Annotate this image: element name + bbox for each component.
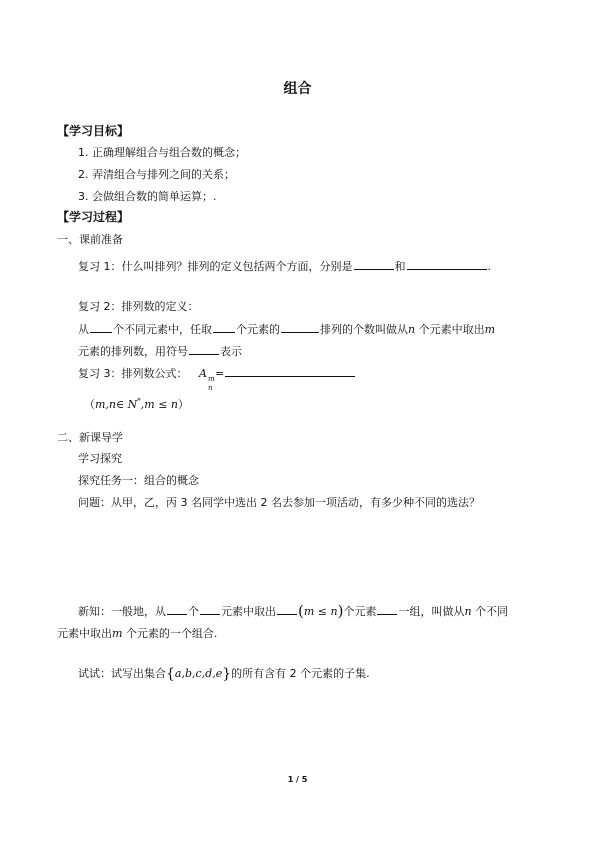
review2-text-c: 个元素的 bbox=[236, 323, 280, 336]
review3-A: A bbox=[199, 367, 207, 380]
review1-blank-1[interactable] bbox=[354, 258, 394, 270]
review2-text-e: 个元素中取出 bbox=[415, 323, 485, 336]
newknow-paren-open: ( bbox=[298, 602, 304, 620]
task1-heading: 探究任务一：组合的概念 bbox=[78, 474, 199, 487]
review3-sub-n: n bbox=[207, 384, 213, 392]
review3-eq: = bbox=[214, 367, 225, 380]
review2-blank-2[interactable] bbox=[213, 321, 235, 333]
tryit-brace-open: { bbox=[166, 666, 175, 682]
review2-text-a: 从 bbox=[78, 323, 89, 336]
newknow-line2 bbox=[57, 627, 217, 641]
question-text: 问题：从甲，乙，丙 3 名同学中选出 2 名去参加一项活动，有多少种不同的选法？ bbox=[78, 496, 480, 509]
review1-text-b: 和 bbox=[394, 260, 406, 273]
review2-blank-3[interactable] bbox=[281, 321, 319, 333]
review3-text: 复习 3：排列数公式： bbox=[78, 367, 188, 380]
page-number: 1 / 5 bbox=[287, 775, 308, 784]
review2-heading: 复习 2：排列数的定义： bbox=[78, 300, 199, 313]
tryit-line bbox=[78, 667, 370, 681]
condition-close: ） bbox=[178, 398, 190, 411]
review2-text-d: 排列的个数叫做从 bbox=[320, 323, 408, 336]
newknow-text-a: 新知：一般地，从 bbox=[78, 605, 166, 618]
condition-line bbox=[84, 398, 189, 413]
review3-blank[interactable] bbox=[225, 365, 355, 377]
review2-line2-text-b: 表示 bbox=[220, 345, 242, 358]
part2-heading: 二、新课导学 bbox=[57, 431, 123, 444]
review2-var-n: n bbox=[408, 323, 416, 336]
newknow-blank-2[interactable] bbox=[200, 603, 220, 615]
newknow-text-e: 一组，叫做从 bbox=[398, 605, 465, 618]
tryit-text-a: 试试：试写出集合 bbox=[78, 667, 166, 680]
condition-expr: m,n∈ N bbox=[95, 398, 138, 411]
review2-symbol-blank[interactable] bbox=[189, 343, 219, 355]
newknow-blank-4[interactable] bbox=[377, 603, 397, 615]
review3-sup-m: m bbox=[207, 375, 215, 383]
review2-var-m: m bbox=[484, 323, 496, 336]
newknow-var-m: m bbox=[112, 627, 123, 640]
goal-item-2: 2. 弄清组合与排列之间的关系； bbox=[78, 168, 235, 181]
review2-line1 bbox=[78, 321, 495, 337]
condition-open: （ bbox=[84, 398, 95, 411]
newknow-line1 bbox=[78, 603, 508, 619]
condition-star: * bbox=[137, 397, 141, 405]
newknow-blank-3[interactable] bbox=[277, 603, 297, 615]
goal-item-3: 3. 会做组合数的简单运算；. bbox=[78, 190, 217, 203]
newknow-line2-text-b: 个元素的一个组合. bbox=[122, 627, 218, 640]
newknow-text-f: 个不同 bbox=[471, 605, 509, 618]
page-title: 组合 bbox=[283, 81, 312, 97]
process-heading: 【学习过程】 bbox=[57, 210, 130, 224]
newknow-text-c: 元素中取出 bbox=[221, 605, 276, 618]
newknow-paren-close: ) bbox=[337, 602, 344, 620]
explore-heading: 学习探究 bbox=[78, 452, 122, 465]
newknow-blank-1[interactable] bbox=[167, 603, 187, 615]
tryit-text-b: 的所有含有 2 个元素的子集. bbox=[231, 667, 370, 680]
part1-heading: 一、课前准备 bbox=[57, 233, 123, 246]
review1-text-c: . bbox=[487, 260, 491, 273]
newknow-var-n: n bbox=[464, 605, 472, 618]
newknow-text-b: 个 bbox=[188, 605, 199, 618]
review3-line bbox=[78, 365, 356, 392]
review2-line2 bbox=[78, 343, 242, 359]
review1-text-a: 复习 1：什么叫排列？排列的定义包括两个方面，分别是 bbox=[78, 260, 353, 273]
goal-item-1: 1. 正确理解组合与组合数的概念； bbox=[78, 146, 246, 159]
newknow-line2-text-a: 元素中取出 bbox=[57, 627, 112, 640]
review2-text-b: 个不同元素中，任取 bbox=[113, 323, 212, 336]
goals-heading: 【学习目标】 bbox=[57, 124, 130, 138]
tryit-set: a,b,c,d,e bbox=[174, 667, 223, 680]
newknow-text-d: 个元素 bbox=[343, 605, 377, 618]
review1-line bbox=[78, 258, 491, 274]
review2-line2-text-a: 元素的排列数，用符号 bbox=[78, 345, 188, 358]
review1-blank-2[interactable] bbox=[407, 258, 487, 270]
newknow-cond: m ≤ n bbox=[303, 605, 338, 618]
review2-blank-1[interactable] bbox=[90, 321, 112, 333]
condition-rest: ,m ≤ n bbox=[140, 398, 179, 411]
tryit-brace-close: } bbox=[222, 666, 232, 682]
